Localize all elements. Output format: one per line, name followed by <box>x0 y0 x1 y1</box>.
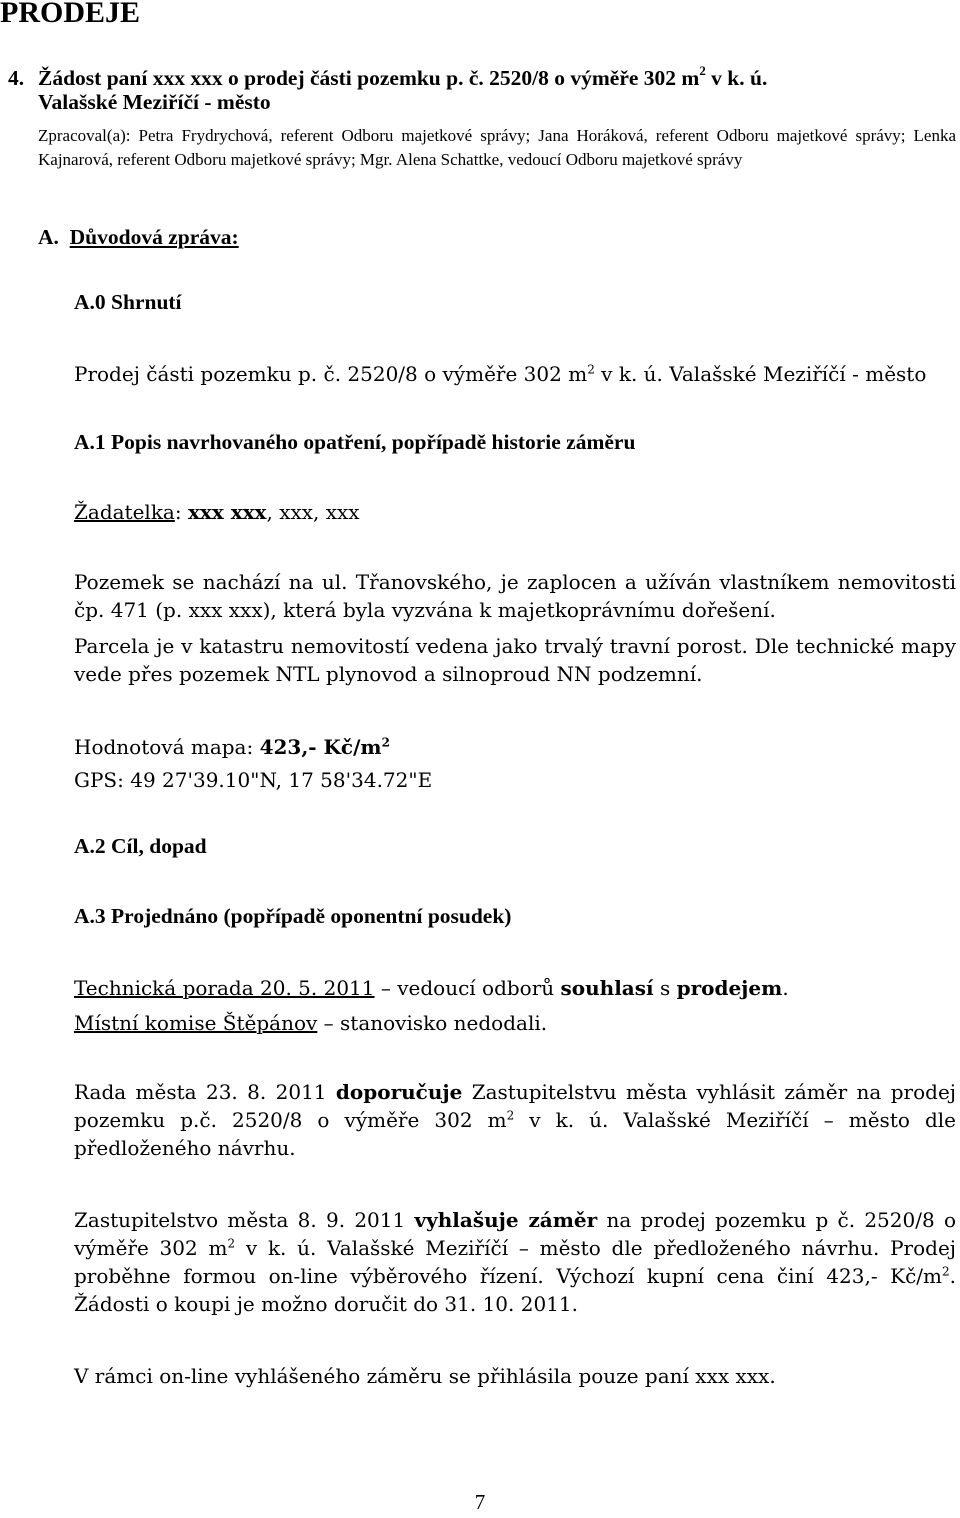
zast-rest2: v k. ú. Valašské Meziříčí – město dle předloženého návrhu. Prodej proběhne formou on-line výběrového řízení. Výchozí kupní cena činí 423,- Kč/m <box>74 1236 956 1288</box>
item-title-line1: Žádost paní xxx xxx o prodej části pozemku p. č. 2520/8 o výměře 302 m <box>38 66 700 90</box>
prepared-by: Zpracoval(a): Petra Frydrychová, referent Odboru majetkové správy; Jana Horáková, referent Odboru majetkové správy; Lenka Kajnarová, referent Odboru majetkové správy; Mgr. Alena Schattke, vedoucí Odboru majetkové správy <box>38 126 956 169</box>
a0-summary <box>74 360 956 388</box>
technical-meeting <box>74 974 956 1002</box>
rada-start: Rada města 23. 8. 2011 <box>74 1080 336 1104</box>
value-map <box>74 733 956 761</box>
a1-paragraph-1: Pozemek se nachází na ul. Třanovského, je zaplocen a užíván vlastníkem nemovitosti čp. 471 (p. xxx xxx), která byla vyzvána k majetkoprávnímu dořešení. <box>74 570 956 622</box>
a0-text-end: v k. ú. Valašské Meziříčí - město <box>594 362 927 386</box>
zast-sup2: 2 <box>942 1264 950 1279</box>
a1-paragraph-2: Parcela je v katastru nemovitostí vedena jako trvalý travní porost. Dle technické mapy vede přes pozemek NTL plynovod a silnoproud NN podzemní. <box>74 634 956 686</box>
applicant-label: Žadatelka <box>74 500 175 524</box>
zast-rest: na prodej pozemku p č. 2520/8 o výměře 302 m <box>74 1208 956 1260</box>
rada-bold: doporučuje <box>335 1080 463 1104</box>
rada-rest: Zastupitelstvu města vyhlásit záměr na prodej pozemku p.č. 2520/8 o výměře 302 m <box>74 1080 956 1132</box>
council-decision <box>74 1078 956 1162</box>
applicant-rest: , xxx, xxx <box>266 500 360 524</box>
page-number: 7 <box>474 1490 486 1514</box>
tech-mid: – vedoucí odborů <box>374 976 561 1000</box>
zast-start: Zastupitelstvo města 8. 9. 2011 <box>74 1208 415 1232</box>
section-a-label: Důvodová zpráva: <box>69 225 239 249</box>
a0-text: Prodej části pozemku p. č. 2520/8 o výměře 302 m <box>74 362 588 386</box>
tech-mid2: s <box>653 976 677 1000</box>
zast-end: . Žádosti o koupi je možno doručit do 31. 10. 2011. <box>74 1264 956 1316</box>
a1-applicant: Žadatelka: xxx xxx, xxx, xxx <box>74 500 360 524</box>
section-a-heading <box>38 225 239 250</box>
final-statement: V rámci on-line vyhlášeného záměru se přihlásila pouze paní xxx xxx. <box>74 1364 776 1388</box>
rada-end: v k. ú. Valašské Meziříčí – město dle předloženého návrhu. <box>74 1108 956 1160</box>
item-number: 4. <box>8 66 25 90</box>
value-map-sup: 2 <box>381 735 390 750</box>
rada-sup: 2 <box>506 1108 515 1123</box>
item-title-sup: 2 <box>699 63 706 78</box>
applicant-name: xxx xxx <box>187 500 267 524</box>
a2-heading: A.2 Cíl, dopad <box>74 834 207 858</box>
local-commission <box>74 1009 956 1037</box>
gps-coordinates: GPS: 49 27'39.10"N, 17 58'34.72"E <box>74 768 433 792</box>
tech-label: Technická porada 20. 5. 2011 <box>74 976 375 1000</box>
zast-sup: 2 <box>227 1236 236 1251</box>
assembly-decision <box>74 1206 956 1318</box>
item-title-line2: Valašské Meziříčí - město <box>38 90 271 114</box>
item-title-line1-end: v k. ú. <box>705 66 768 90</box>
a1-heading: A.1 Popis navrhovaného opatření, popřípadě historie záměru <box>74 430 636 454</box>
tech-end: . <box>782 976 789 1000</box>
a0-heading: A.0 Shrnutí <box>74 290 182 314</box>
section-a-letter: A. <box>38 225 59 249</box>
tech-bold2: prodejem <box>676 976 783 1000</box>
komise-label: Místní komise Štěpánov <box>74 1011 318 1035</box>
komise-rest: – stanovisko nedodali. <box>317 1011 548 1035</box>
zast-bold: vyhlašuje záměr <box>414 1208 598 1232</box>
page-title: PRODEJE <box>0 0 141 29</box>
tech-bold1: souhlasí <box>560 976 654 1000</box>
item-heading <box>8 63 960 114</box>
a3-heading: A.3 Projednáno (popřípadě oponentní posudek) <box>74 904 512 928</box>
value-map-label: Hodnotová mapa: <box>74 735 260 759</box>
value-map-value: 423,- Kč/m <box>259 735 382 759</box>
a0-sup: 2 <box>587 362 595 377</box>
